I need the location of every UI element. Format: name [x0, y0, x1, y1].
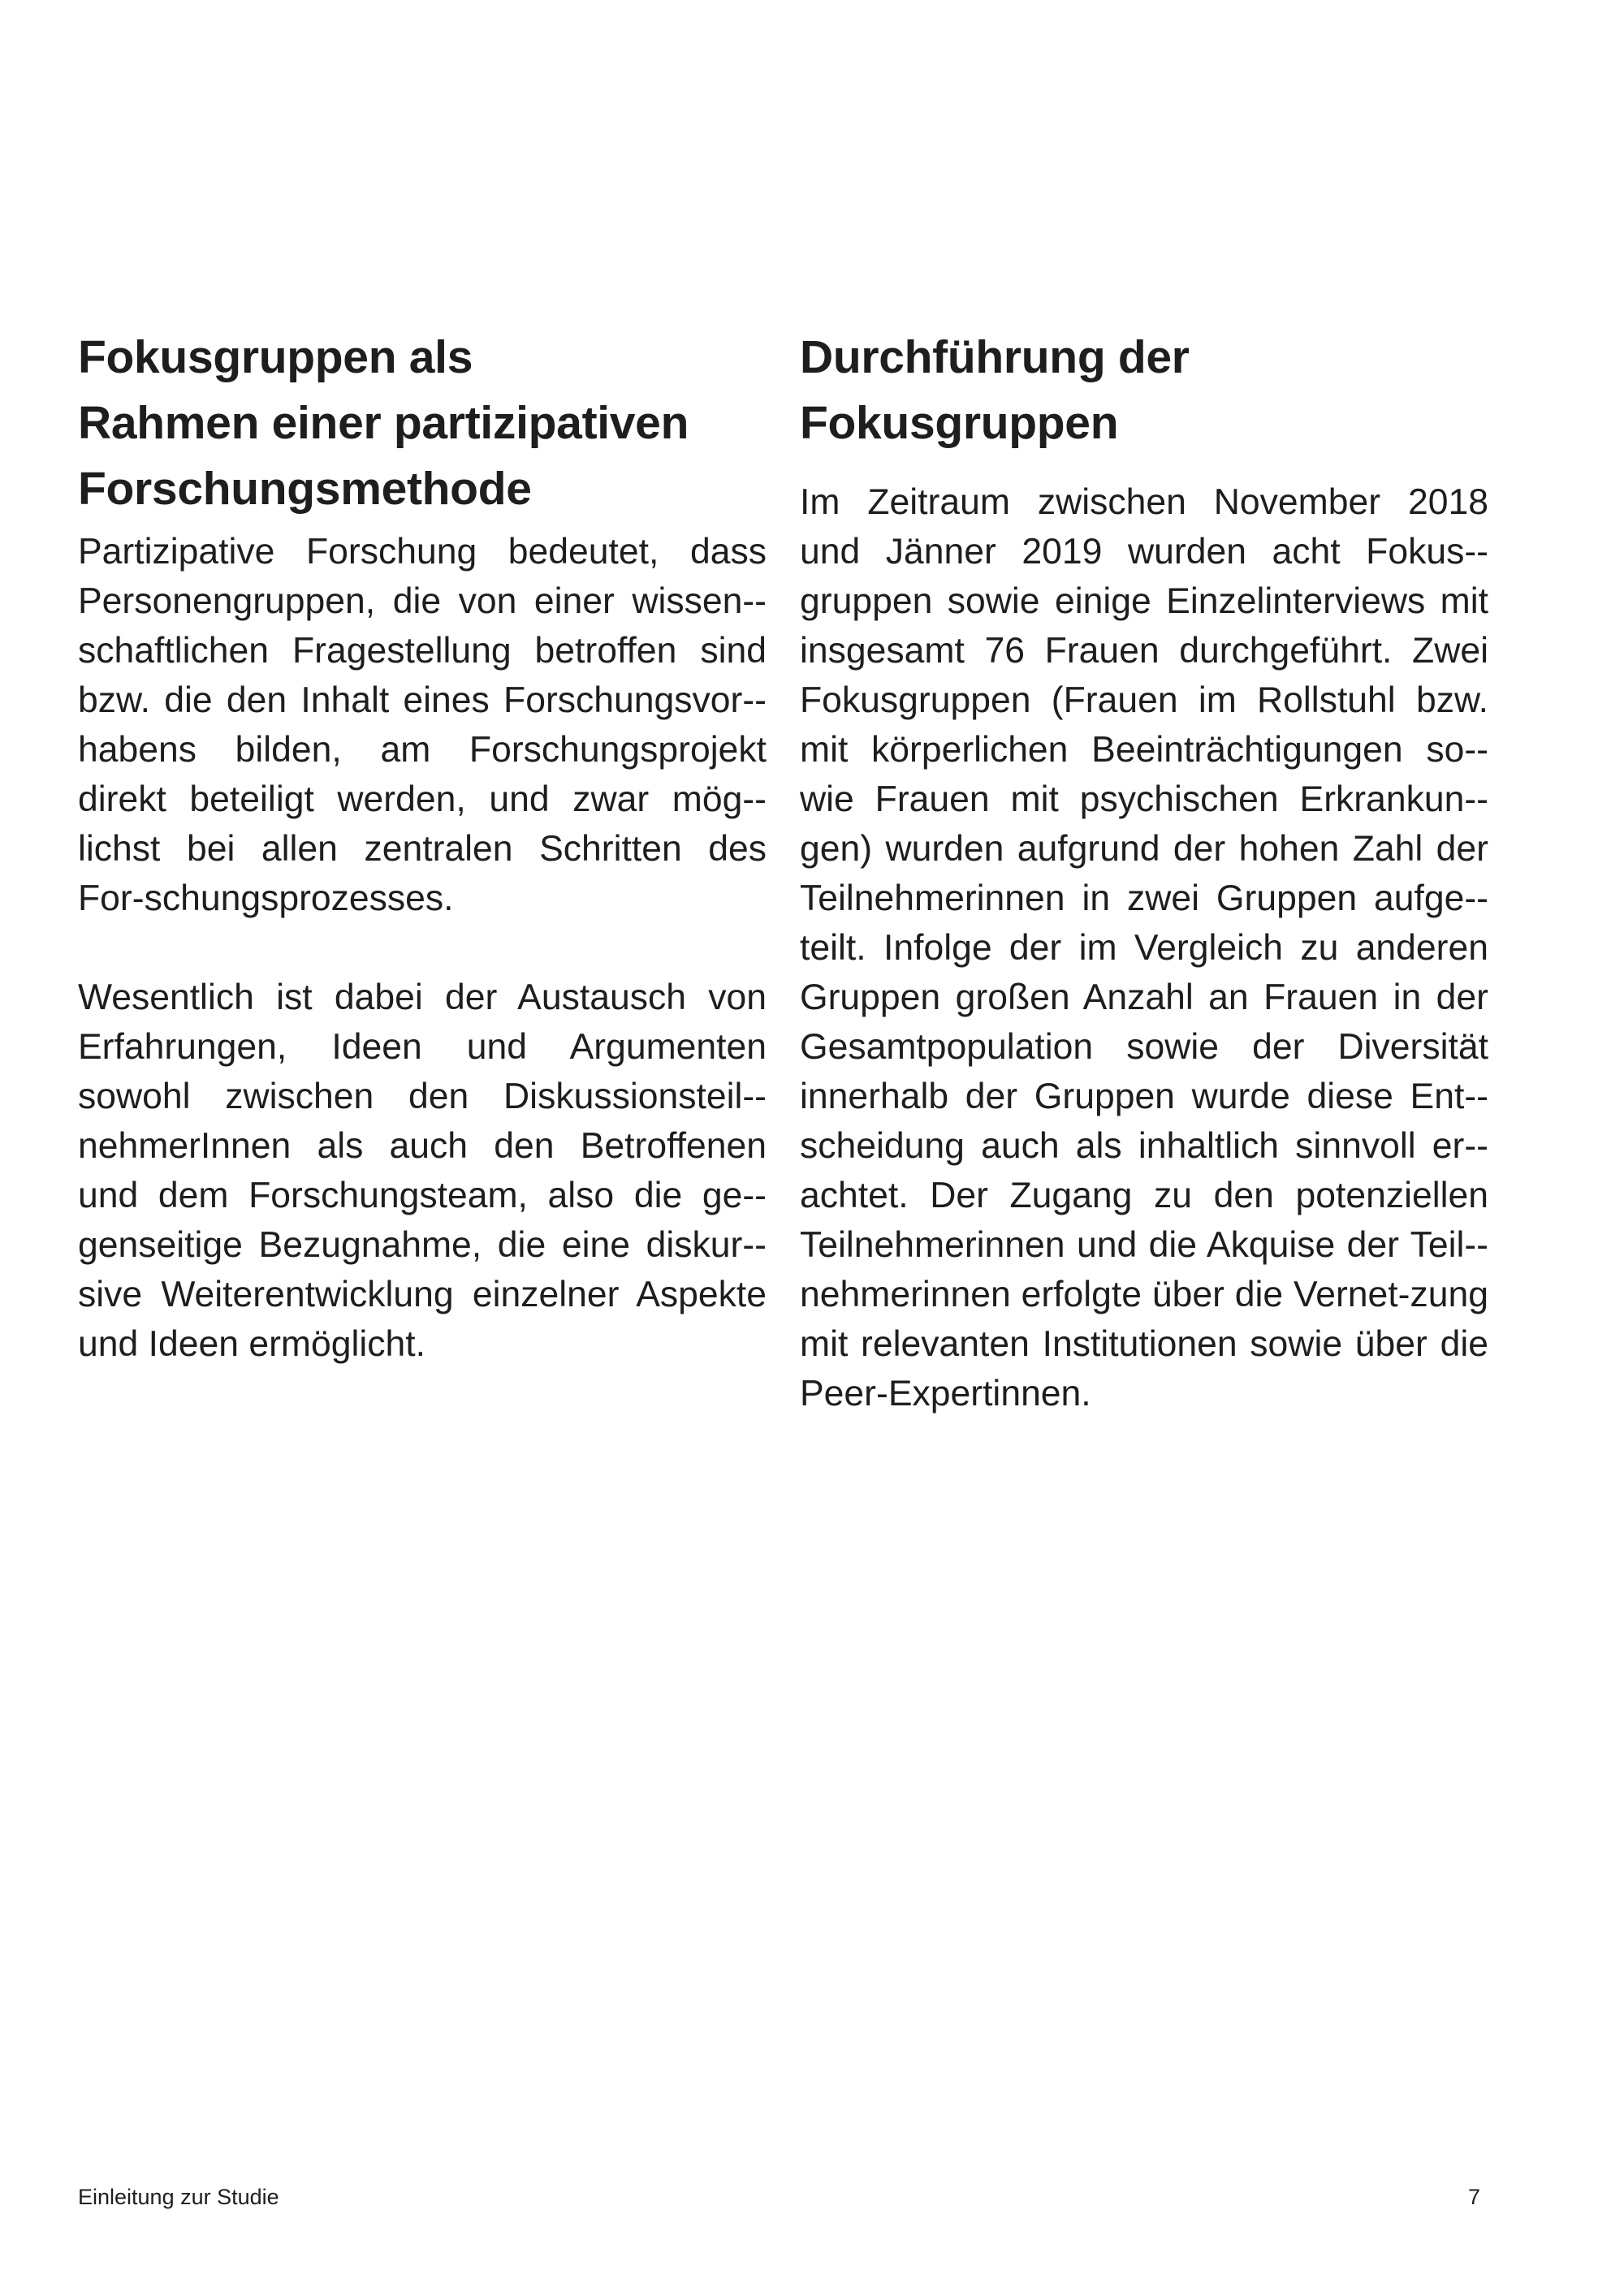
left-column [78, 325, 767, 1369]
left-heading-line: Fokusgruppen als [78, 331, 473, 383]
left-paragraph-1: Partizipative Forschung bedeutet, dass Personengruppen, die von einer wissen-schaftlichen Fragestellung betroffen sind bzw. die den Inhalt eines Forschungsvor-habens bilden, am Forschungsprojekt direkt beteiligt werden, und zwar mög-lichst bei allen zentralen Schritten des For-schungsprozesses. [78, 532, 767, 918]
right-heading [800, 325, 1488, 456]
left-heading-line: Forschungsmethode [78, 463, 532, 515]
left-paragraph-2: Wesentlich ist dabei der Austausch von Erfahrungen, Ideen und Argumenten sowohl zwischen den Diskussionsteil-nehmerInnen als auch den Betroffenen und dem Forschungsteam, also die ge-genseitige Bezugnahme, die eine diskur-sive Weiterentwicklung einzelner Aspekte und Ideen ermöglicht. [78, 978, 767, 1364]
footer-section-title: Einleitung zur Studie [78, 2185, 279, 2209]
right-heading-line: Durchführung der [800, 331, 1190, 383]
right-column [800, 325, 1488, 1418]
left-heading-line: Rahmen einer partizipativen [78, 397, 689, 449]
left-heading [78, 325, 767, 522]
right-heading-line: Fokusgruppen [800, 397, 1119, 449]
page-number: 7 [1467, 2185, 1480, 2209]
right-paragraph-1: Im Zeitraum zwischen November 2018 und Jänner 2019 wurden acht Fokus-gruppen sowie einige Einzelinterviews mit insgesamt 76 Frauen durchgeführt. Zwei Fokusgruppen (Frauen im Rollstuhl bzw. mit körperlichen Beeinträchtigungen so-wie Frauen mit psychischen Erkrankun-gen) wurden aufgrund der hohen Zahl der Teilnehmerinnen in zwei Gruppen aufge-teilt. Infolge der im Vergleich zu anderen Gruppen großen Anzahl an Frauen in der Gesamtpopulation sowie der Diversität innerhalb der Gruppen wurde diese Ent-scheidung auch als inhaltlich sinnvoll er-achtet. Der Zugang zu den potenziellen Teilnehmerinnen und die Akquise der Teil-nehmerinnen erfolgte über die Vernet-zung mit relevanten Institutionen sowie über die Peer-Expertinnen. [800, 482, 1488, 1413]
